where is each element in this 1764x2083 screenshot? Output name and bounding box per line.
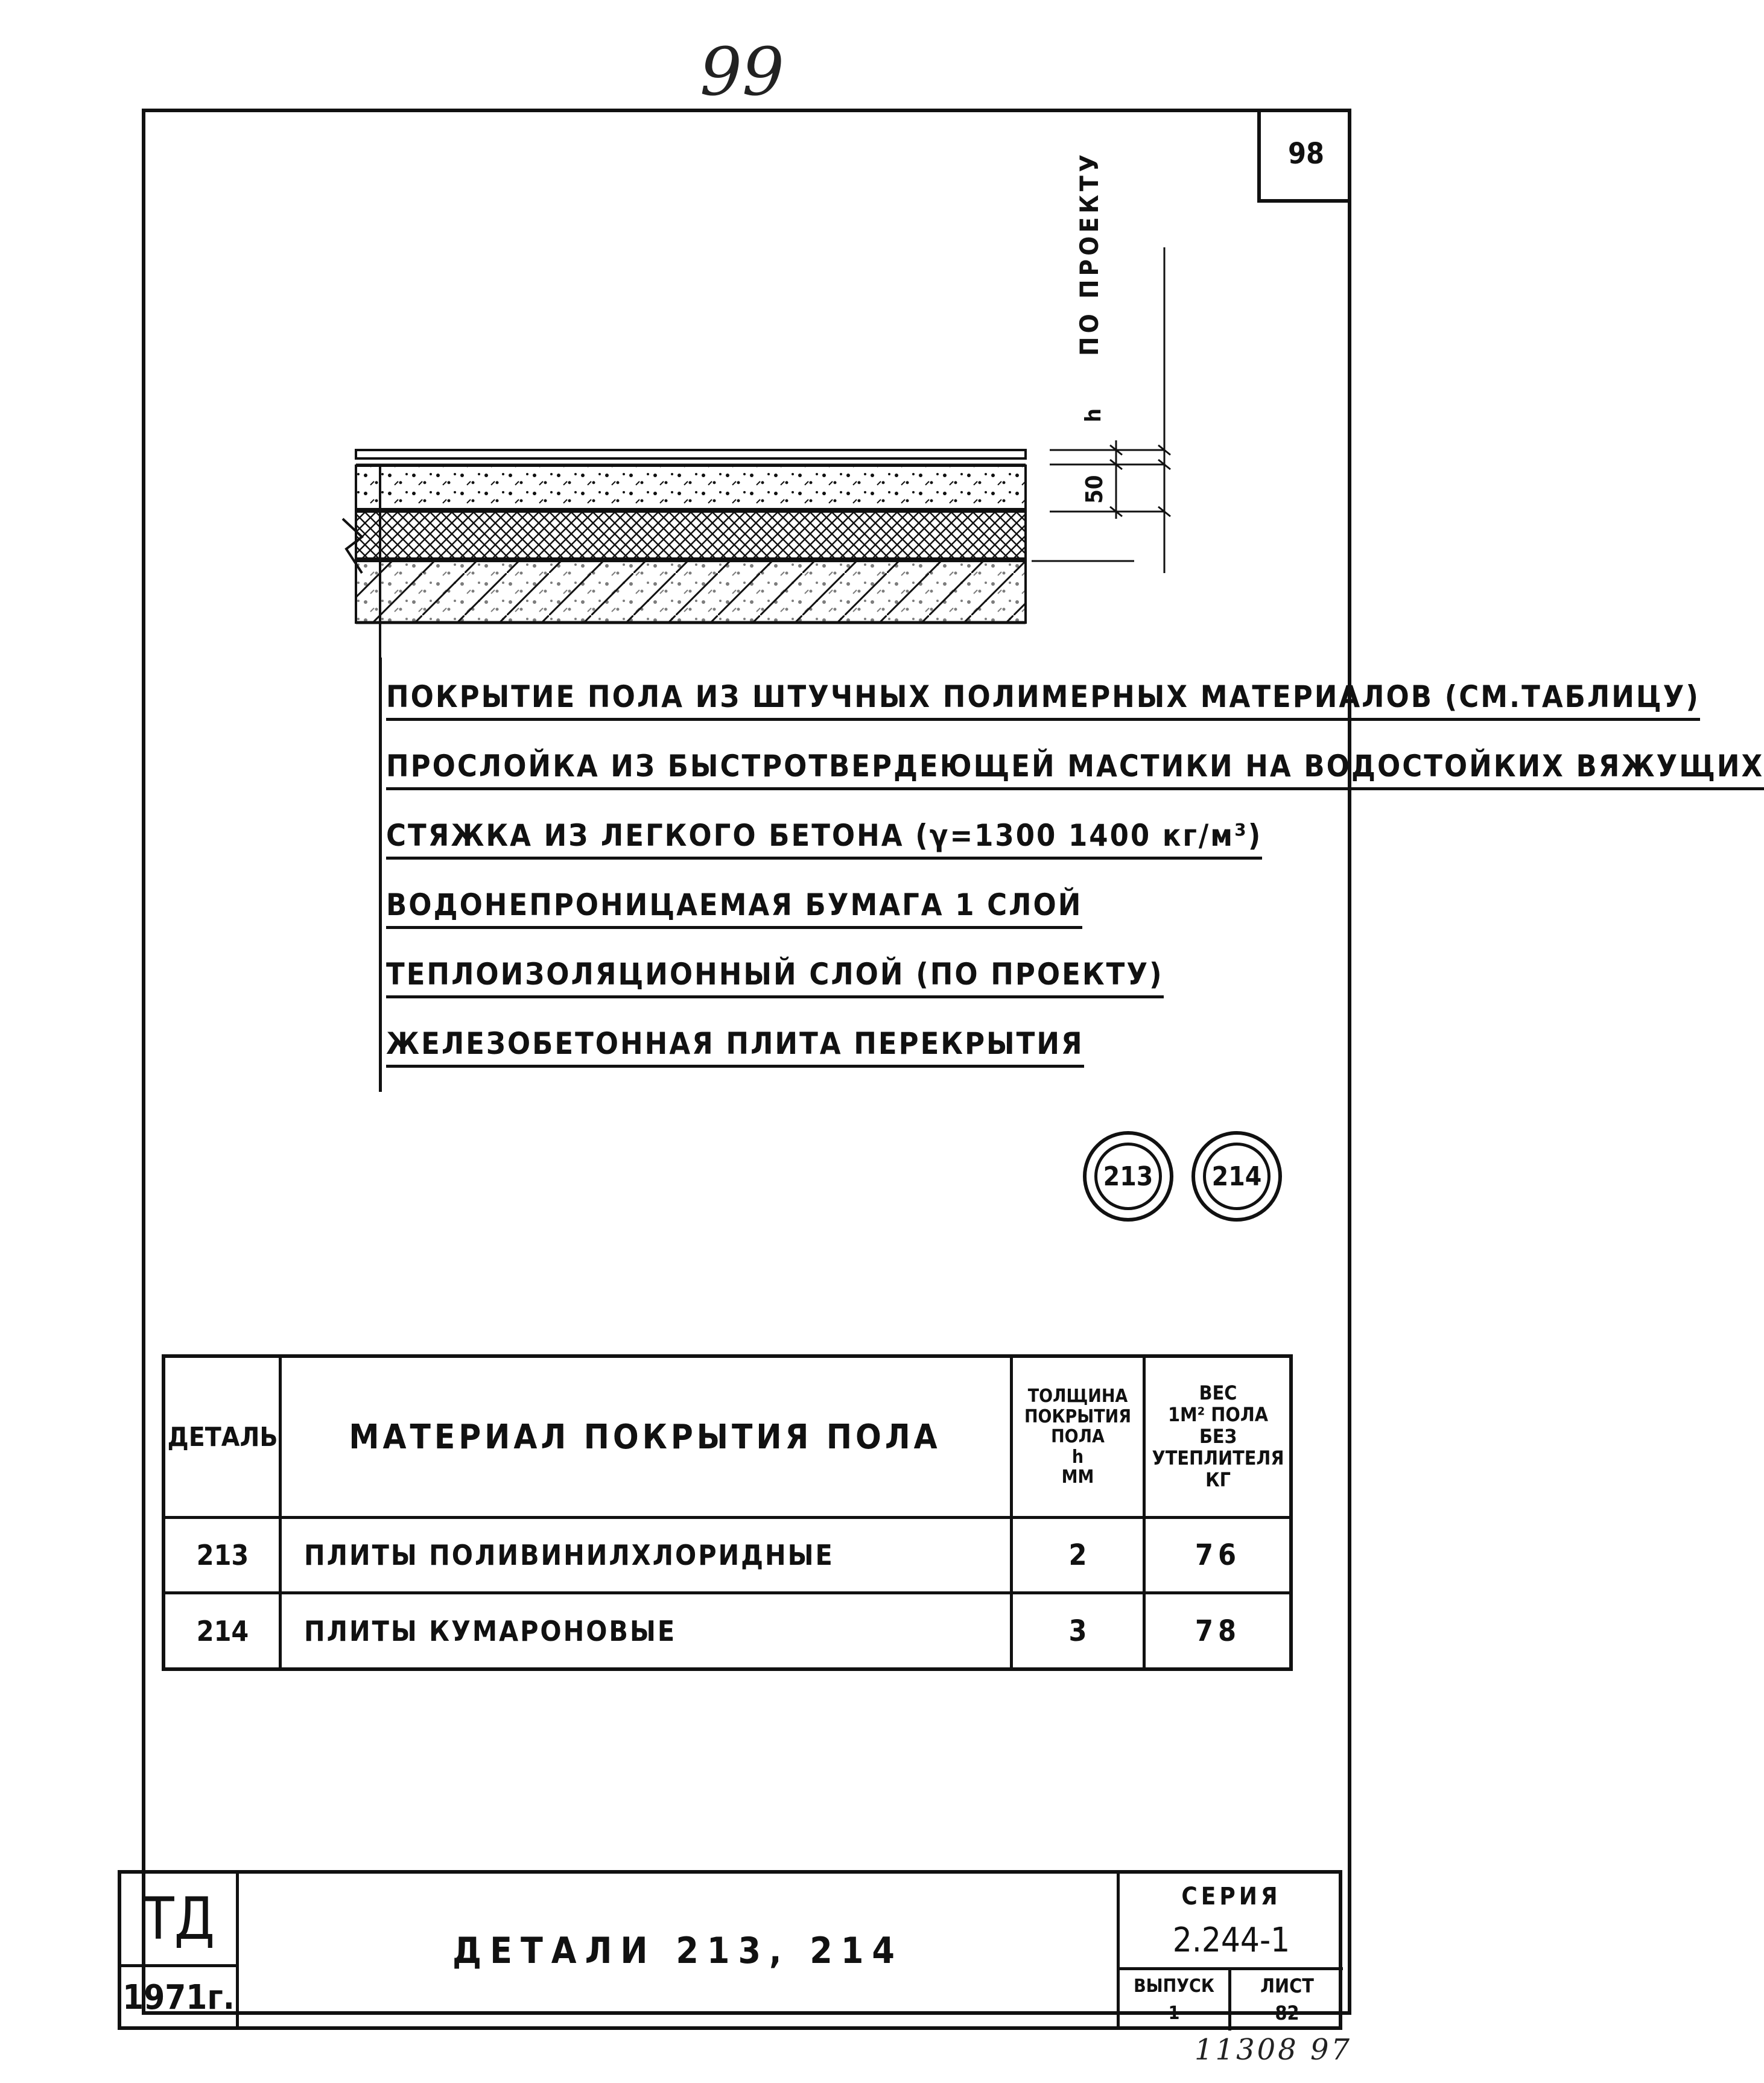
header-weight-4: УТЕПЛИТЕЛЯ xyxy=(1152,1446,1284,1470)
sheet-number: 98 xyxy=(1287,137,1325,171)
layer-label-1: ПОКРЫТИЕ ПОЛА ИЗ ШТУЧНЫХ ПОЛИМЕРНЫХ МАТЕРИАЛОВ (СМ.ТАБЛИЦУ) xyxy=(386,682,1700,721)
row-1-weight: 76 xyxy=(1195,1538,1242,1572)
header-weight-3: БЕЗ xyxy=(1199,1425,1237,1448)
coating-layer xyxy=(356,450,1026,458)
header-weight-5: КГ xyxy=(1205,1468,1231,1491)
title-block xyxy=(118,1870,1342,2030)
handwritten-page-number: 99 xyxy=(700,33,784,110)
header-thickness-4: h xyxy=(1071,1446,1084,1468)
header-thickness-1: ТОЛЩИНА xyxy=(1027,1386,1128,1407)
row-1-detail: 213 xyxy=(196,1539,249,1571)
layer-label-5: ТЕПЛОИЗОЛЯЦИОННЫЙ СЛОЙ (ПО ПРОЕКТУ) xyxy=(386,959,1164,998)
stamp-title: ДЕТАЛИ 213, 214 xyxy=(452,1929,903,1972)
layer-label-3: СТЯЖКА ИЗ ЛЕГКОГО БЕТОНА (γ=1300 1400 кг/м³) xyxy=(386,820,1262,860)
dimension-po-proektu: ПО ПРОЕКТУ xyxy=(1074,151,1104,356)
screed-layer xyxy=(356,466,1026,509)
stamp-seria-label: СЕРИЯ xyxy=(1181,1883,1281,1910)
insulation-layer xyxy=(356,512,1026,559)
row-1-material: ПЛИТЫ ПОЛИВИНИЛХЛОРИДНЫЕ xyxy=(304,1539,834,1571)
header-material: МАТЕРИАЛ ПОКРЫТИЯ ПОЛА xyxy=(349,1417,941,1457)
dimension-50: 50 xyxy=(1081,475,1108,504)
stamp-vypusk-value: 1 xyxy=(1168,2002,1180,2024)
stamp-list-label: ЛИСТ xyxy=(1260,1974,1314,1997)
floor-section-drawing xyxy=(338,235,1195,658)
header-detail: ДЕТАЛЬ xyxy=(167,1421,278,1453)
header-weight xyxy=(1146,1358,1290,1516)
layer-label-4: ВОДОНЕПРОНИЦАЕМАЯ БУМАГА 1 СЛОЙ xyxy=(386,890,1082,929)
header-thickness-3: ПОЛА xyxy=(1051,1426,1105,1448)
handwritten-archive-number: 11308 97 xyxy=(1195,2033,1353,2067)
detail-marker-213-label: 213 xyxy=(1103,1161,1153,1192)
detail-marker-214 xyxy=(1191,1131,1282,1222)
stamp-seria-value: 2.244-1 xyxy=(1172,1920,1290,1960)
dimension-h: h xyxy=(1081,408,1106,422)
row-2-material: ПЛИТЫ КУМАРОНОВЫЕ xyxy=(304,1615,677,1647)
row-2-thickness: 3 xyxy=(1068,1614,1087,1648)
row-2-weight: 78 xyxy=(1195,1614,1242,1648)
header-thickness xyxy=(1013,1358,1143,1516)
materials-table xyxy=(162,1354,1293,1671)
sheet-number-box xyxy=(1257,109,1351,203)
header-thickness-5: ММ xyxy=(1061,1466,1094,1488)
detail-marker-213 xyxy=(1083,1131,1173,1222)
stamp-year: 1971г. xyxy=(122,1977,235,2017)
header-weight-1: ВЕС xyxy=(1199,1381,1237,1405)
header-weight-2: 1М² ПОЛА xyxy=(1167,1403,1269,1427)
stamp-vypusk-label: ВЫПУСК xyxy=(1134,1975,1214,1997)
header-thickness-2: ПОКРЫТИЯ xyxy=(1024,1406,1132,1427)
row-1-thickness: 2 xyxy=(1068,1538,1087,1572)
layer-label-6: ЖЕЛЕЗОБЕТОННАЯ ПЛИТА ПЕРЕКРЫТИЯ xyxy=(386,1029,1084,1068)
row-2-detail: 214 xyxy=(196,1615,249,1647)
detail-marker-214-label: 214 xyxy=(1211,1161,1262,1192)
stamp-list-value: 82 xyxy=(1275,2002,1299,2024)
labels-leader-line xyxy=(379,658,382,1092)
stamp-org: ТД xyxy=(142,1885,215,1953)
layer-label-2: ПРОСЛОЙКА ИЗ БЫСТРОТВЕРДЕЮЩЕЙ МАСТИКИ НА ВОДОСТОЙКИХ ВЯЖУЩИХ xyxy=(386,751,1764,790)
